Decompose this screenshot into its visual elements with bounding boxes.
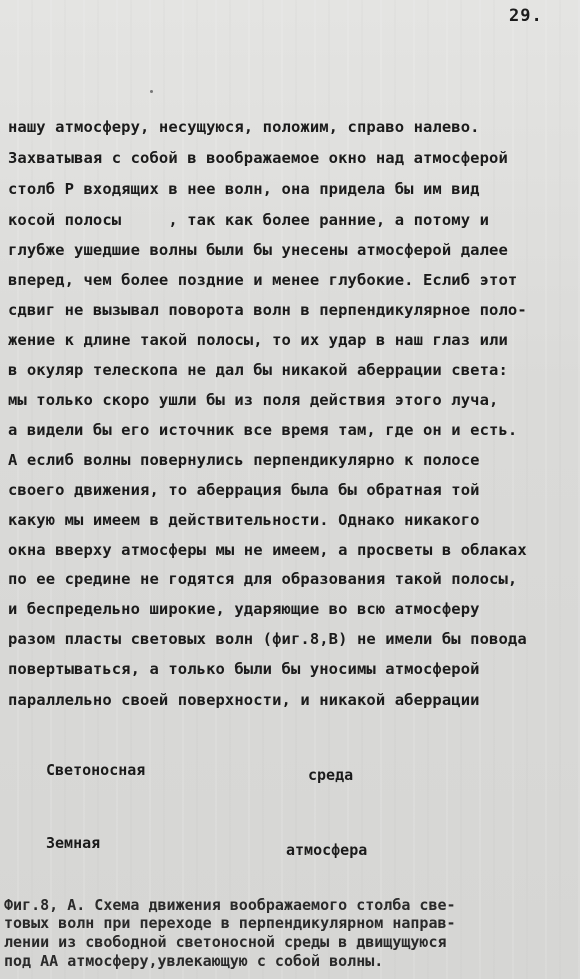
body-line: а видели бы его источник все время там, где он и есть. <box>8 421 518 439</box>
body-line: сдвиг не вызывал поворота волн в перпендикулярное поло- <box>8 301 527 319</box>
body-line: какую мы имеем в действительности. Однако никакого <box>8 511 480 529</box>
body-line: жение к длине такой полосы, то их удар в наш глаз или <box>8 331 508 349</box>
body-line: в окуляр телескопа не дал бы никакой аберрации света: <box>8 361 508 379</box>
caption-line: лении из свободной светоносной среды в двищущуюся <box>4 933 447 951</box>
figure-label-atmosphere: атмосфера <box>286 841 368 859</box>
figure-label-luminiferous: Светоносная <box>46 761 146 779</box>
body-line: окна вверху атмосферы мы не имеем, а просветы в облаках <box>8 541 527 559</box>
body-line: косой полосы , так как более ранние, а потому и <box>8 211 490 229</box>
body-line: по ее средине не годятся для образования такой полосы, <box>8 570 518 588</box>
caption-line: Фиг.8, А. Схема движения воображаемого столба све- <box>4 896 456 914</box>
body-line: Захватывая с собой в воображаемое окно над атмосферой <box>8 149 508 167</box>
body-line: разом пласты световых волн (фиг.8,В) не имели бы повода <box>8 630 527 648</box>
caption-line: под АА атмосферу,увлекающую с собой волны. <box>4 952 384 970</box>
body-line: глубже ушедшие волны были бы унесены атмосферой далее <box>8 241 508 259</box>
figure-label-medium: среда <box>308 766 354 784</box>
body-line: вперед, чем более поздние и менее глубокие. Еслиб этот <box>8 271 518 289</box>
body-line: столб Р входящих в нее волн, она придела бы им вид <box>8 180 480 198</box>
figure-label-earth: Земная <box>46 834 101 852</box>
body-line: повертываться, а только были бы уносимы атмосферой <box>8 660 480 678</box>
page-number: 29. <box>509 6 543 26</box>
body-line: мы только скоро ушли бы из поля действия этого луча, <box>8 391 499 409</box>
body-line: и беспредельно широкие, ударяющие во всю атмосферу <box>8 600 480 618</box>
paper-speck <box>150 90 153 93</box>
caption-line: товых волн при переходе в перпендикулярном направ- <box>4 914 456 932</box>
body-line: своего движения, то аберрация была бы обратная той <box>8 481 480 499</box>
body-line: А еслиб волны повернулись перпендикулярно к полосе <box>8 451 480 469</box>
body-line: параллельно своей поверхности, и никакой аберрации <box>8 691 480 709</box>
body-line: нашу атмосферу, несущуюся, положим, справо налево. <box>8 118 480 136</box>
